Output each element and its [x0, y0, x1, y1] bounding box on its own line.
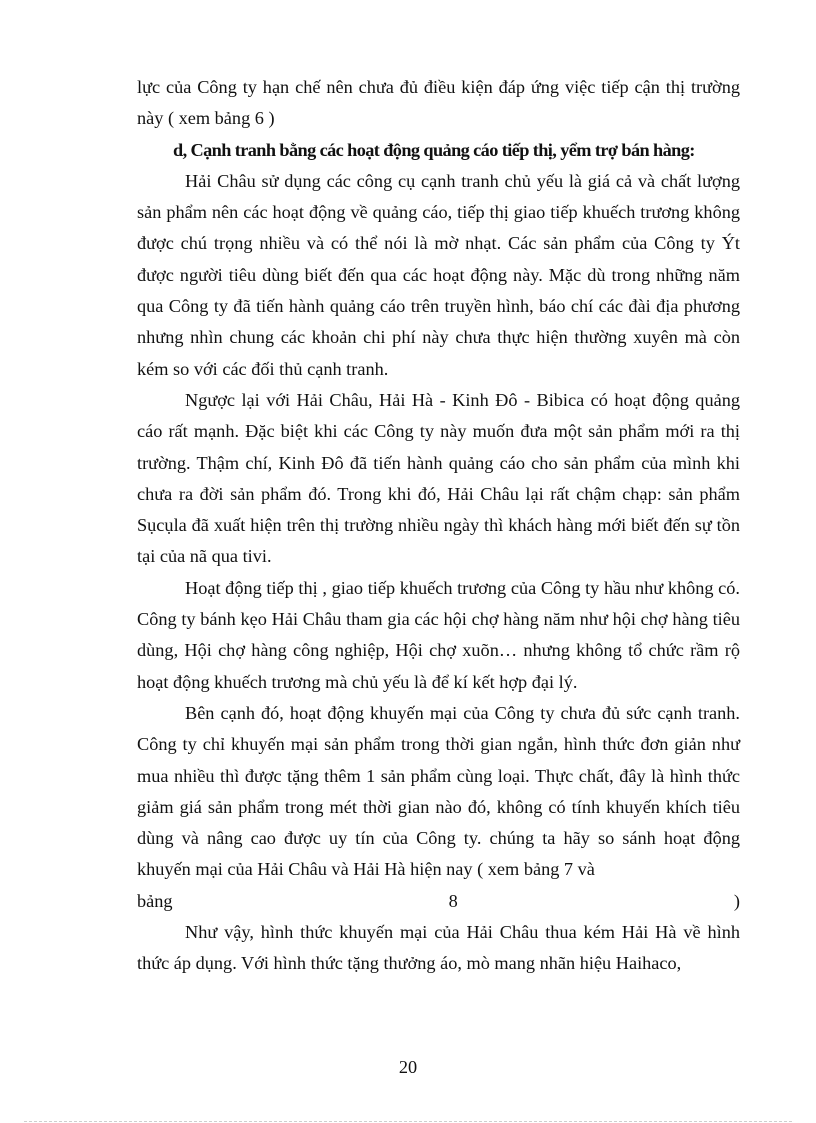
section-heading: d, Cạnh tranh bằng các hoạt động quảng cáo tiếp thị, yểm trợ bán hàng: [173, 139, 695, 160]
page-bottom-rule [24, 1121, 792, 1122]
paragraph-conclusion: Như vậy, hình thức khuyến mại của Hải Châu thua kém Hải Hà về hình thức áp dụng. Với hình thức tặng thưởng áo, mò mang nhãn hiệu Haihaco, [137, 922, 740, 974]
table-reference-close: ) [733, 890, 740, 911]
table-reference-number: 8 [448, 890, 458, 911]
table-reference-line [137, 886, 740, 917]
paragraph-marketing-activities: Hoạt động tiếp thị , giao tiếp khuếch trương của Công ty hầu như không có. Công ty bánh kẹo Hải Châu tham gia các hội chợ hàng năm như hội chợ hàng tiêu dùng, Hội chợ hàng công nghiệp, Hội chợ xuõn… nhưng không tổ chức rầm rộ hoạt động khuếch trương mà chủ yếu là để kí kết hợp đại lý. [137, 577, 740, 692]
paragraph-hai-chau-tools: Hải Châu sử dụng các công cụ cạnh tranh chủ yếu là giá cả và chất lượng sản phẩm nên các hoạt động về quảng cáo, tiếp thị giao tiếp khuếch trương không được chú trọng nhiều và có thể nói là mờ nhạt. Các sản phẩm của Công ty Ýt được người tiêu dùng biết đến qua các hoạt động này. Mặc dù trong những năm qua Công ty đã tiến hành quảng cáo trên truyền hình, báo chí các đài địa phương nhưng nhìn chung các khoản chi phí này chưa thực hiện thường xuyên mà còn kém so với các đối thủ cạnh tranh. [137, 170, 740, 379]
paragraph-promotion: Bên cạnh đó, hoạt động khuyến mại của Công ty chưa đủ sức cạnh tranh. Công ty chỉ khuyến mại sản phẩm trong thời gian ngắn, hình thức đơn giản như mua nhiều thì được tặng thêm 1 sản phẩm cùng loại. Thực chất, đây là hình thức giảm giá sản phẩm trong mét thời gian nào đó, không có tính khuyến khích tiêu dùng và nâng cao được uy tín của Công ty. chúng ta hãy so sánh hoạt động khuyến mại của Hải Châu và Hải Hà hiện nay ( xem bảng 7 và [137, 702, 740, 880]
page-number: 20 [398, 1057, 418, 1077]
paragraph-continuation: lực của Công ty hạn chế nên chưa đủ điều kiện đáp ứng việc tiếp cận thị trường này ( xem bảng 6 ) [137, 77, 740, 129]
body-text [137, 72, 740, 980]
table-reference-word: bảng [137, 890, 173, 911]
paragraph-competitors-advertising: Ngược lại với Hải Châu, Hải Hà - Kinh Đô - Bibica có hoạt động quảng cáo rất mạnh. Đặc biệt khi các Công ty này muốn đưa một sản phẩm mới ra thị trường. Thậm chí, Kinh Đô đã tiến hành quảng cáo cho sản phẩm của mình khi chưa ra đời sản phẩm đó. Trong khi đó, Hải Châu lại rất chậm chạp: sản phẩm Sụcụla đã xuất hiện trên thị trường nhiều ngày thì khách hàng mới biết đến sự tồn tại của nã qua tivi. [137, 389, 740, 567]
